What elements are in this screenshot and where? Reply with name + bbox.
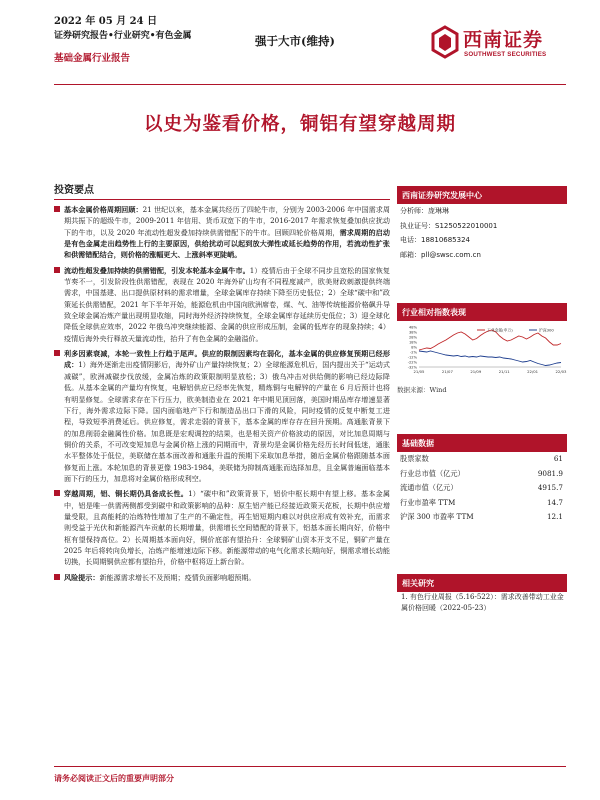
basic-data-row	[397, 452, 567, 467]
legend-label: 沪深300	[539, 327, 554, 333]
brand-logo	[430, 22, 570, 72]
trend-heading: 行业相对指数表现	[397, 303, 567, 321]
risk-note	[54, 572, 390, 583]
basic-data-value: 9081.9	[537, 468, 563, 478]
analyst-line: 邮箱：pll@swsc.com.cn	[400, 250, 481, 259]
basic-data-panel	[397, 434, 567, 525]
analyst-line: 电话：18810685324	[400, 236, 470, 244]
bullet-marker-icon	[54, 206, 60, 212]
bullet-marker-icon	[54, 350, 60, 356]
summary-heading: 投资要点	[54, 181, 390, 200]
summary-section	[54, 181, 390, 587]
bullet-body: 21 世纪以来，基本金属共经历了四轮牛市，分别为 2003-2006 年中国需求周期共振下的超级牛市，2009-2011 年信用、货币双宽下的牛市，2016-2017 年需求恢复叠加供应扰动下的牛市，以及 2020 年流动性超发叠加持续供需错配下的牛市。回顾四轮价格周期，	[64, 205, 391, 237]
y-tick-label: 48%	[409, 325, 417, 330]
summary-bullet	[54, 204, 390, 261]
institute-heading: 西南证券研究发展中心	[397, 186, 567, 204]
header-meta	[54, 14, 274, 67]
basic-data-table	[397, 452, 567, 525]
bullet-emphasis: 需求周期的启动是有色金属走出趋势性上行的主要原因，供给扰动可以起到放大弹性或延长趋势的作用，若流动性扩张和供需错配结合，则价格的涨幅更大、上涨斜率更陡峭。	[64, 227, 391, 260]
analyst-line: 执业证号：S1250522010001	[400, 221, 498, 230]
analyst-panel	[397, 186, 567, 262]
y-tick-label: 28%	[409, 335, 417, 340]
basic-data-row	[397, 496, 567, 511]
related-list	[397, 592, 567, 614]
chart-svg	[397, 321, 567, 381]
report-title: 以史为鉴看价格，铜铝有望穿越周期	[143, 114, 456, 135]
bullet-lead: 穿越周期，铝、铜长期仍具备成长性。	[64, 489, 189, 499]
bullet-marker-icon	[54, 267, 60, 273]
logo-text-cn: 西南证券	[463, 29, 544, 51]
basic-data-label: 流通市值（亿元）	[400, 483, 458, 493]
logo-mark-icon	[430, 25, 460, 59]
trend-panel	[397, 303, 567, 394]
bullet-body: 1）海外逐渐走出疫情阴影后，海外矿山产量持续恢复；2）全球能源危机后，国内提出关于“运动式减碳”，欧洲减碳步伐放缓，金属冶炼的政策限制明显放松；3）俄乌冲击对供给侧的影响已经边际降低。从基本金属的产量均有恢复，电解铝供应已经率先恢复，精炼铜与电解锌的产量在 6 月后预计也将有明显修复。全球需求存在下行压力，欧美制造业在 2021 年中期见顶回落，美国时期品库存增速显著下行，海外需求边际下降。国内面临地产下行和制造品出口下滑的风险，同时疫情的反复中断复工进程，导致短季消费延后。供应修复，需求走弱的背景下，基本金属的库存存在回升预期。高通胀背景下的加息削弱金融属性价格。加息既是宏观调控的结果，也是相关资产价格波动的原因，对比加息周期与铜价的关系，不可改变短加息与金属价格上涨的同期而中，背景均是金属价格先经历长时间低迷，通胀水平整体处于低位，美联储在基本面改善和通胀升温的预期下采取加息举措，随后金属价格跟随基本面修复而上涨。本轮加息的背景更像 1983-1984，美联储为抑制高通胀而选择加息，且金属普遍面临基本面下行的压力，加息将对金属价格形成利空。	[64, 360, 391, 483]
related-item: 1. 有色行业周报（5.16-522）：需求改善带动工业金属价格回暖（2022-05-23）	[401, 593, 564, 612]
y-tick-label: -22%	[407, 360, 417, 365]
analyst-info	[397, 204, 567, 262]
basic-data-value: 61	[553, 454, 563, 463]
bullet-body: 1）疫情后由于全球不同步且宽松的国家恢复节奏不一，引发阶段性供需错配，表现在 2020 年海外矿山均有不同程度减产，欧美财政刺激提供终端需求，中国基建、出口提供原材料的需求增量，全球金属库存持续下降至历史低位；2）全球“碳中和”政策延长供需错配，2021 年下半年开始，能源危机由中国向欧洲席卷，煤、气、油等传统能源价格飙升导致全球金属冶炼产量出现明显收缩，同时海外经济持续恢复，全球金属库存延续历史低位；3）迎全球化降低全球供应效率，2022 年俄乌冲突继续能源、金属的供应形成压制，金属的低库存的现象持续；4）疫情后海外央行释放天量流动性，抬升了有色金属的金融溢价。	[64, 265, 390, 343]
x-tick-label: 22/01	[527, 369, 539, 374]
chart-source: 数据来源：Wind	[397, 386, 447, 394]
report-tags: 证券研究报告•行业研究•有色金属	[54, 31, 192, 41]
legend-label: 工业金属(申万)	[487, 327, 513, 333]
bullet-body: 1）“碳中和”政策背景下，铝价中枢长期中有望上移。基本金属中，铝是唯一供需两侧都受到碳中和政策影响的品种：原生铝产能已经接近政策天花板，长期中供应增量受限，且高能耗的冶炼特性增加了生产的不确定性，再生铝短期内难以对供应形成有效补充，而需求则受益于光伏和新能源汽车贡献的长期增量，供需增长空间错配的背景下，铝基本面长期向好，价格中枢有望保持高位。2）长周期基本面向好，铜价底部有望抬升：全球铜矿山资本开支不足，铜矿产量在 2025 年后将转向负增长，冶炼产能增速边际下移。新能源带动的电气化需求长期向好，铜需求增长动能切换，长周期铜供应都有望抬升，价格中枢将迈上新台阶。	[64, 489, 391, 567]
related-panel	[397, 574, 567, 614]
report-series: 基础金属行业报告	[54, 53, 131, 64]
footer-rule	[54, 766, 566, 767]
x-tick-label: 21/07	[441, 369, 453, 374]
bullet-marker-icon	[54, 490, 60, 496]
basic-data-label: 沪深 300 市盈率 TTM	[400, 512, 474, 522]
y-tick-label: -32%	[407, 365, 417, 370]
y-tick-label: 8%	[411, 345, 417, 350]
basic-data-row	[397, 510, 567, 525]
basic-data-value: 4915.7	[537, 483, 563, 493]
basic-data-label: 行业总市值（亿元）	[400, 468, 465, 478]
basic-data-row	[397, 481, 567, 496]
basic-data-value: 14.7	[546, 497, 563, 507]
series-line-industrial-metals	[419, 327, 561, 350]
y-tick-label: 38%	[409, 330, 417, 335]
summary-bullets	[54, 204, 390, 568]
bullet-lead: 利多因素衰减，本轮一致性上行趋于尾声。供应的限制因素均在弱化，基本金属的供应修复预期已经形成：	[64, 349, 390, 370]
summary-bullet	[54, 348, 390, 484]
industry-rating: 强于大市(维持)	[255, 34, 335, 48]
x-tick-label: 21/11	[498, 369, 510, 374]
basic-data-label: 行业市盈率 TTM	[400, 497, 456, 507]
header-rule	[54, 84, 566, 85]
basic-data-label: 股票家数	[400, 454, 429, 463]
relative-index-chart	[397, 321, 567, 383]
bullet-marker-icon	[54, 574, 60, 580]
y-tick-label: 18%	[409, 340, 417, 345]
x-tick-label: 21/09	[470, 369, 482, 374]
basic-data-row	[397, 467, 567, 482]
y-tick-label: -12%	[407, 355, 417, 360]
risk-body: 新能源需求增长不及预期；疫情负面影响超预期。	[99, 572, 256, 582]
related-heading: 相关研究	[397, 574, 567, 592]
analyst-line: 分析师：庞琳琳	[400, 207, 449, 215]
risk-lead: 风险提示：	[64, 572, 100, 582]
summary-bullet	[54, 265, 390, 344]
y-tick-label: -2%	[410, 350, 417, 355]
bullet-lead: 流动性超发叠加持续的供需错配，引发本轮基本金属牛市。	[64, 265, 250, 275]
x-tick-label: 21/05	[413, 369, 425, 374]
summary-bullet	[54, 488, 390, 567]
report-date: 2022 年 05 月 24 日	[54, 16, 158, 27]
disclaimer-footer: 请务必阅读正文后的重要声明部分	[54, 773, 174, 783]
series-line-csi300	[419, 351, 561, 366]
basic-heading: 基础数据	[397, 434, 567, 452]
logo-text-en: SOUTHWEST SECURITIES	[464, 51, 547, 58]
x-tick-label: 22/03	[555, 369, 567, 374]
basic-data-value: 12.1	[546, 512, 563, 522]
bullet-lead: 基本金属价格周期回顾：	[64, 205, 143, 214]
